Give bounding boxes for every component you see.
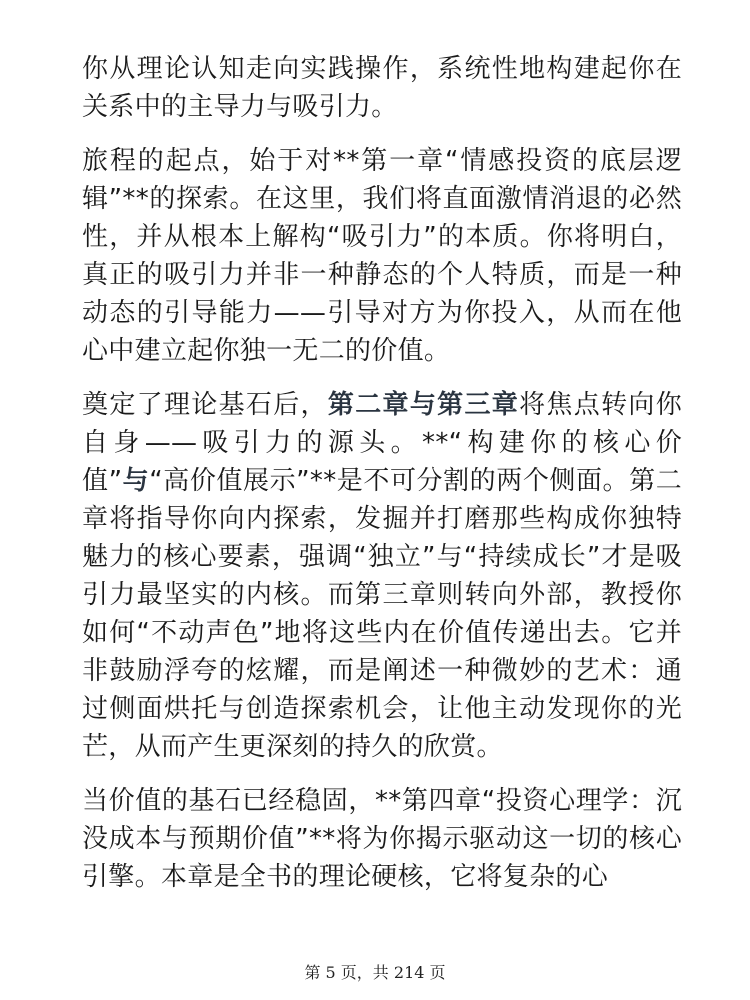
paragraph-3-text-a: 奠定了理论基石后， <box>82 390 328 420</box>
conjunction-emphasis: 与 <box>122 466 150 496</box>
page-number-footer: 第 5 页，共 214 页 <box>304 963 446 982</box>
paragraph-2 <box>82 142 682 370</box>
body-text <box>82 50 682 912</box>
paragraph-3 <box>82 386 682 766</box>
paragraph-4-text: 当价值的基石已经稳固，**第四章“投资心理学：沉没成本与预期价值”**将为你揭示驱动这一切的核心引擎。本章是全书的理论硬核，它将复杂的心 <box>82 786 682 892</box>
paragraph-1-text: 你从理论认知走向实践操作，系统性地构建起你在关系中的主导力与吸引力。 <box>82 54 682 122</box>
paragraph-3-text-b: 将焦点转向你自身——吸引力的源头。**“构建你的核心价值” <box>82 390 682 496</box>
paragraph-2-text: 旅程的起点，始于对**第一章“情感投资的底层逻辑”**的探索。在这里，我们将直面激情消退的必然性，并从根本上解构“吸引力”的本质。你将明白，真正的吸引力并非一种静态的个人特质，而是一种动态的引导能力——引导对方为你投入，从而在他心中建立起你独一无二的价值。 <box>82 146 682 366</box>
chapter-2-3-emphasis: 第二章与第三章 <box>327 390 520 420</box>
paragraph-4 <box>82 782 682 896</box>
paragraph-3-text-c: “高价值展示”**是不可分割的两个侧面。第二章将指导你向内探索，发掘并打磨那些构成你独特魅力的核心要素，强调“独立”与“持续成长”才是吸引力最坚实的内核。而第三章则转向外部，教授你如何“不动声色”地将这些内在价值传递出去。它并非鼓励浮夸的炫耀，而是阐述一种微妙的艺术：通过侧面烘托与创造探索机会，让他主动发现你的光芒，从而产生更深刻的持久的欣赏。 <box>82 466 682 762</box>
paragraph-1 <box>82 50 682 126</box>
